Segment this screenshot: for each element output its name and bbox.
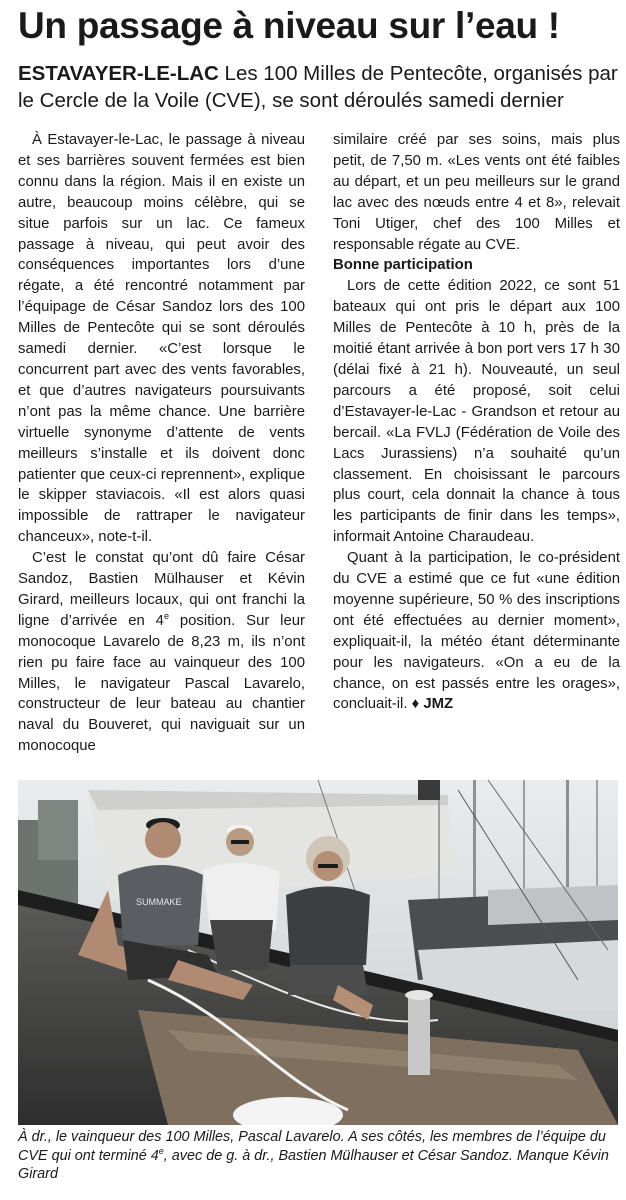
col2-paragraph-3: [333, 548, 620, 715]
caption-b: , avec de g. à dr., Bastien Mülhauser et César Sandoz. Manque Kévin Girard: [18, 1147, 609, 1182]
article-column-2: [333, 130, 620, 715]
deck-place: ESTAVAYER-LE-LAC: [18, 62, 219, 85]
col2-p3-text: Quant à la participation, le co-président du CVE a estimé que ce fut «une édition moyenne supérieure, 50 % des inscriptions ont été effectuées au dernier moment», expliquait-il, la météo étant déterminante pour les navigateurs. «On a eu de la chance, on est passés entre les orages», concluait-il.: [333, 550, 620, 713]
deck-text: Les 100 Milles de Pentecôte, organisés par le Cercle de la Voile (CVE), se sont déroulés samedi dernier: [18, 62, 618, 112]
article-column-1: [18, 130, 305, 757]
article-headline: Un passage à niveau sur l’eau !: [18, 5, 560, 46]
subhead: Bonne participation: [333, 257, 473, 274]
col2-paragraph-1: similaire créé par ses soins, mais plus petit, de 7,50 m. «Les vents ont été faibles au départ, et un peu meilleurs sur le grand lac avec des nœuds entre 4 et 8», relevait Toni Utiger, chef des 100 Milles et responsable régate au CVE.: [333, 132, 620, 253]
byline: ♦ JMZ: [407, 696, 454, 713]
article-photo: [18, 780, 618, 1125]
caption-a: À dr., le vainqueur des 100 Milles, Pascal Lavarelo. A ses côtés, les membres de l’équipe du CVE qui ont terminé 4: [18, 1129, 606, 1164]
photo-caption: [18, 1128, 618, 1184]
col1-p2-sup: e: [163, 610, 169, 621]
photo-illustration: [18, 780, 618, 1125]
caption-sup: e: [158, 1145, 164, 1156]
col1-p2-a: C’est le constat qu’ont dû faire César Sandoz, Bastien Mülhauser et Kévin Girard, meilleurs locaux, qui ont franchi la ligne d’arrivée en 4: [18, 550, 305, 629]
col1-p2-b: position. Sur leur monocoque Lavarelo de 8,23 m, ils n’ont rien pu faire face au vainqueur des 100 Milles, le navigateur Pascal Lavarelo, constructeur de leur bateau au chantier naval du Bouveret, qui naviguait sur un monocoque: [18, 612, 305, 755]
shirt-print: SUMMAKE: [136, 897, 182, 907]
col2-paragraph-2: Lors de cette édition 2022, ce sont 51 bateaux qui ont pris le départ aux 100 Milles de Pentecôte à 10 h, près de la moitié étant arrivée à bon port vers 17 h 30 (délai fixé à 21 h). Nouveauté, un seul parcours a été proposé, soit celui d’Estavayer-le-Lac - Grandson et retour au bercail. «La FVLJ (Fédération de Voile des Lacs Jurassiens) n’a souhaité qu’un classement. En choisissant le parcours plus court, cela donnait la chance à tous les participants de finir dans les temps», informait Antoine Charaudeau.: [333, 278, 620, 546]
col1-paragraph-1: À Estavayer-le-Lac, le passage à niveau et ses barrières souvent fermées est bien connu dans la région. Mais il en existe un autre, beaucoup moins célèbre, qui se situe parfois sur un lac. Ce fameux passage à niveau, qui peut avoir des conséquences importantes lors d’une régate, a été rencontré notamment par l’équipage de César Sandoz lors des 100 Milles de Pentecôte qui se sont déroulés samedi dernier. «C’est lorsque le concurrent part avec des vents favorables, et que d’autres navigateurs poursuivants n’ont pas la même chance. Une barrière virtuelle synonyme d’attente de vents meilleurs s’installe et ils doivent donc patienter que ceux-ci reprennent», explique le skipper staviacois. «Il est alors quasi impossible de rattraper le navigateur chanceux», note-t-il.: [18, 132, 305, 546]
col1-paragraph-2: [18, 548, 305, 757]
article-deck: [18, 60, 618, 114]
